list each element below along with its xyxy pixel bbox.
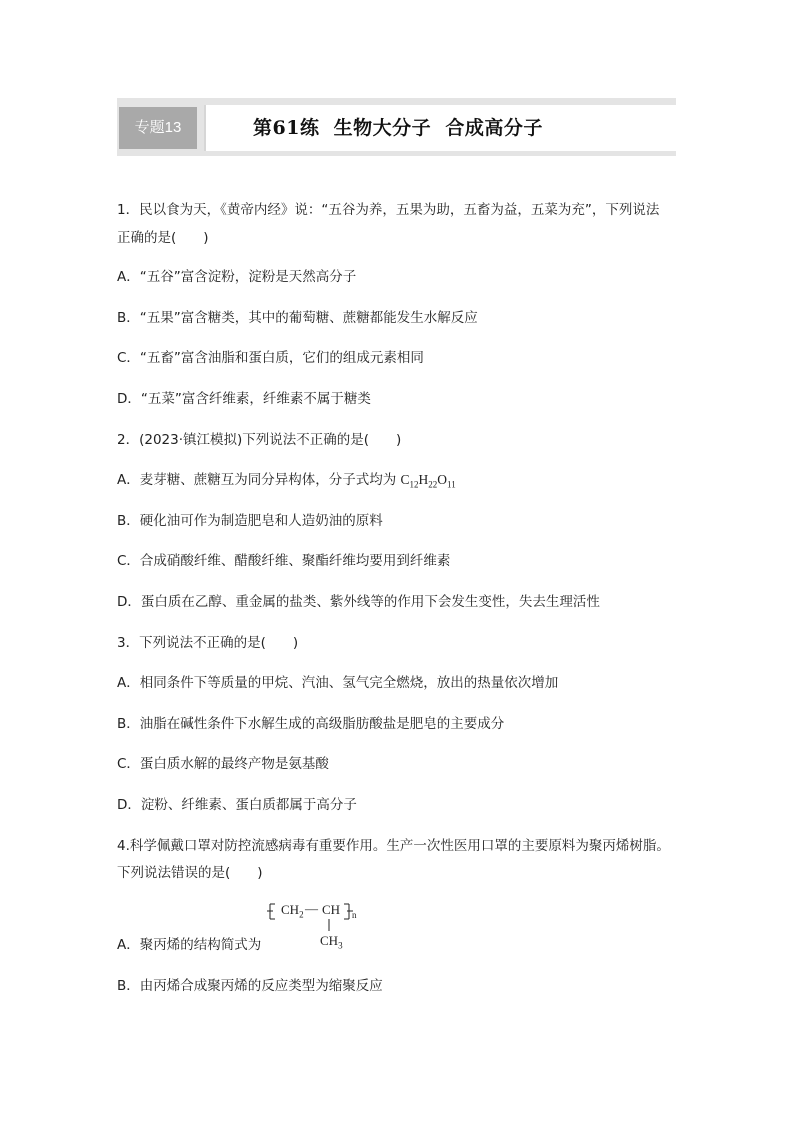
topic-tag: 专题13 <box>119 107 197 149</box>
q2-option-d: D．蛋白质在乙醇、重金属的盐类、紫外线等的作用下会发生变性，失去生理活性 <box>117 594 600 610</box>
q1-option-c: C．“五畜”富含油脂和蛋白质，它们的组成元素相同 <box>117 350 424 366</box>
q2-option-a <box>117 468 456 490</box>
q1-stem-line1: 1．民以食为天，《黄帝内经》说：“五谷为养，五果为助，五畜为益，五菜为充”，下列说法 <box>117 202 660 218</box>
repeat-n: n <box>352 910 357 920</box>
ch2-group: $CH_2$ <box>281 902 304 920</box>
ch-group: CH <box>322 902 341 917</box>
q4-stem-line2: 下列说法错误的是( ) <box>117 865 263 881</box>
q2-formula: $C_{12}H_{22}O_{11}$ <box>400 472 456 490</box>
q3-stem: 3．下列说法不正确的是( ) <box>117 635 299 651</box>
page-title: 第61练 生物大分子 合成高分子 <box>253 117 543 139</box>
q1-stem-line2: 正确的是( ) <box>117 230 209 246</box>
q3-option-b: B．油脂在碱性条件下水解生成的高级脂肪酸盐是肥皂的主要成分 <box>117 716 505 732</box>
q3-option-a: A．相同条件下等质量的甲烷、汽油、氢气完全燃烧，放出的热量依次增加 <box>117 675 559 691</box>
q1-option-b: B．“五果”富含糖类，其中的葡萄糖、蔗糖都能发生水解反应 <box>117 310 478 326</box>
q3-option-d: D．淀粉、纤维素、蛋白质都属于高分子 <box>117 797 357 813</box>
q1-option-a: A．“五谷”富含淀粉，淀粉是天然高分子 <box>117 269 357 285</box>
q2-stem: 2．(2023·镇江模拟)下列说法不正确的是( ) <box>117 432 402 448</box>
q4-option-b: B．由丙烯合成聚丙烯的反应类型为缩聚反应 <box>117 978 383 994</box>
q4-option-a: A．聚丙烯的结构简式为 <box>117 937 262 953</box>
q2-option-c: C．合成硝酸纤维、醋酸纤维、聚酯纤维均要用到纤维素 <box>117 553 451 569</box>
q1-option-d: D．“五菜”富含纤维素，纤维素不属于糖类 <box>117 391 371 407</box>
bond-dash: — <box>305 901 318 916</box>
ch3-group: $CH_3$ <box>320 933 343 951</box>
q2-option-b: B．硬化油可作为制造肥皂和人造奶油的原料 <box>117 513 383 529</box>
q2-option-a-text: A．麦芽糖、蔗糖互为同分异构体，分子式均为 <box>117 472 401 488</box>
q4-stem-line1: 4.科学佩戴口罩对防控流感病毒有重要作用。生产一次性医用口罩的主要原料为聚丙烯树脂。 <box>117 838 670 854</box>
q3-option-c: C．蛋白质水解的最终产物是氨基酸 <box>117 756 329 772</box>
